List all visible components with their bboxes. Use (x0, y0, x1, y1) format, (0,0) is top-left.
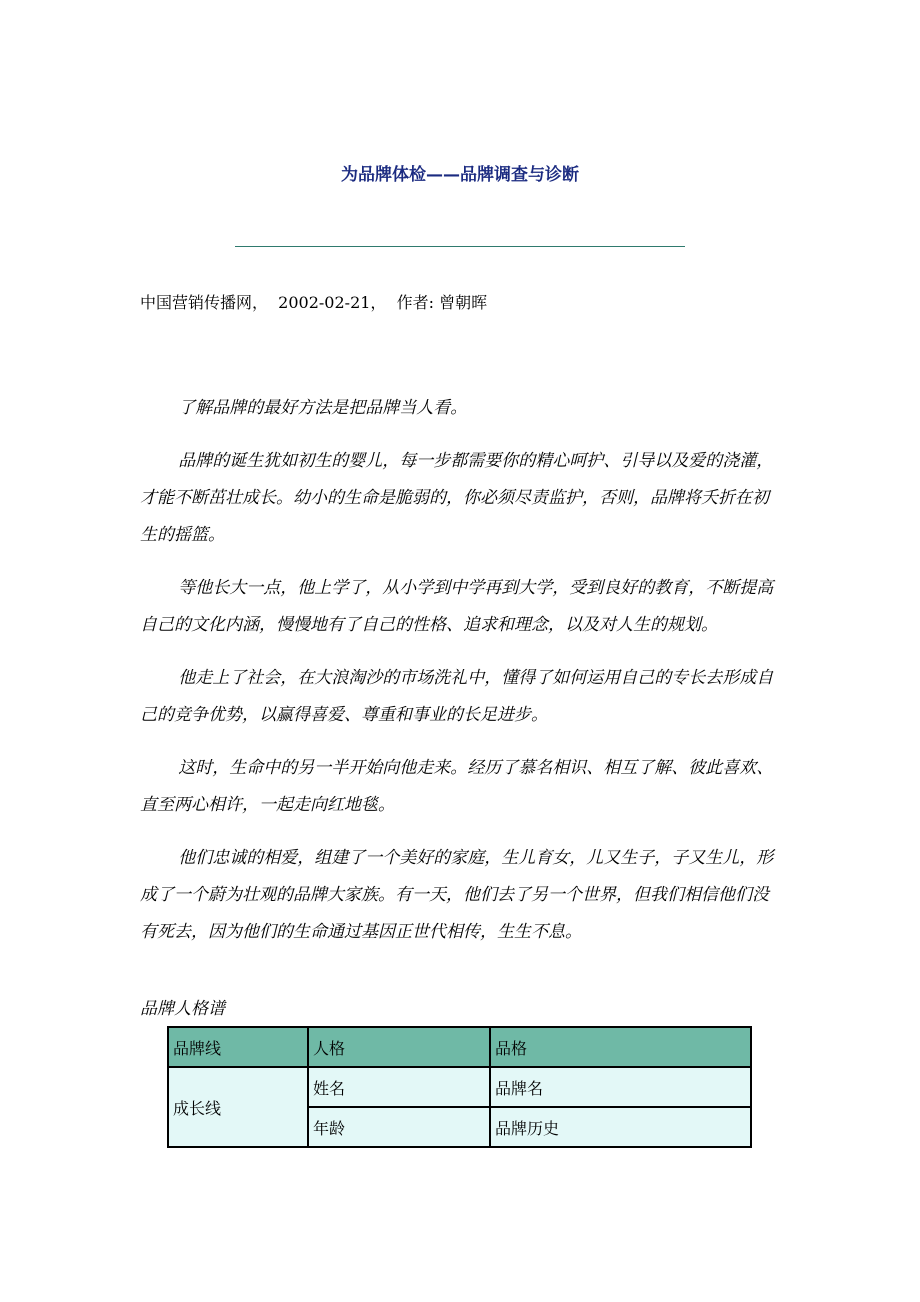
brand-persona-table (167, 1026, 752, 1148)
header-cell: 品格 (490, 1027, 751, 1067)
article-meta: 中国营销传播网， 2002-02-21， 作者: 曾朝晖 (140, 293, 488, 312)
table-header-row (168, 1027, 751, 1067)
paragraph: 等他长大一点，他上学了，从小学到中学再到大学，受到良好的教育，不断提高自己的文化内涵，慢慢地有了自己的性格、追求和理念，以及对人生的规划。 (140, 578, 774, 635)
table-cell: 姓名 (308, 1067, 490, 1107)
paragraph: 他们忠诚的相爱，组建了一个美好的家庭，生儿育女，儿又生子，子又生儿，形成了一个蔚为壮观的品牌大家族。有一天，他们去了另一个世界，但我们相信他们没有死去，因为他们的生命通过基因正世代相传，生生不息。 (140, 848, 774, 942)
paragraph: 他走上了社会，在大浪淘沙的市场洗礼中，懂得了如何运用自己的专长去形成自己的竞争优势，以赢得喜爱、尊重和事业的长足进步。 (140, 668, 774, 725)
paragraph: 了解品牌的最好方法是把品牌当人看。 (178, 398, 468, 418)
title-divider (235, 246, 685, 247)
paragraph: 这时，生命中的另一半开始向他走来。经历了慕名相识、相互了解、彼此喜欢、直至两心相许，一起走向红地毯。 (140, 758, 774, 815)
table-cell: 年龄 (308, 1107, 490, 1147)
document-title: 为品牌体检——品牌调查与诊断 (341, 165, 579, 185)
paragraph: 品牌的诞生犹如初生的婴儿，每一步都需要你的精心呵护、引导以及爱的浇灌，才能不断茁壮成长。幼小的生命是脆弱的，你必须尽责监护，否则，品牌将夭折在初生的摇篮。 (140, 451, 774, 545)
article-body (140, 390, 785, 967)
header-cell: 品牌线 (168, 1027, 308, 1067)
header-cell: 人格 (308, 1027, 490, 1067)
group-cell: 成长线 (168, 1067, 308, 1147)
table-row (168, 1067, 751, 1107)
table-cell: 品牌名 (490, 1067, 751, 1107)
table-caption: 品牌人格谱 (140, 999, 225, 1019)
table-cell: 品牌历史 (490, 1107, 751, 1147)
